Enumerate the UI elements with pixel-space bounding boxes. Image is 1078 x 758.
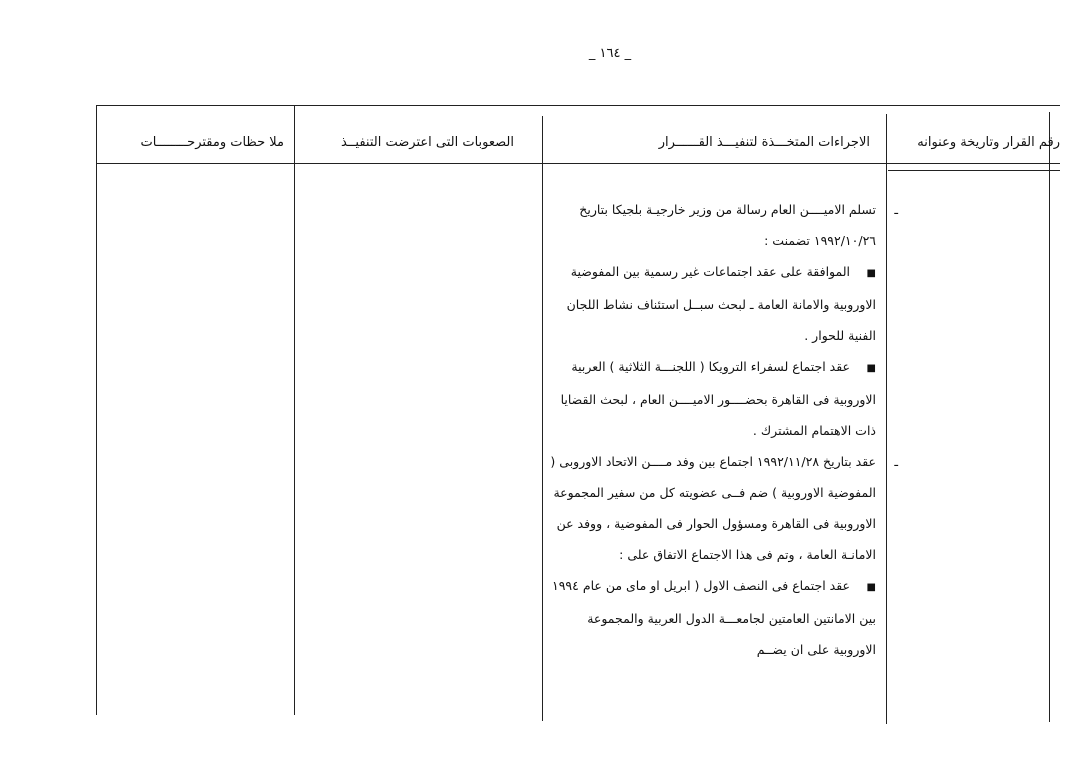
column-divider-1-2 [886,114,887,724]
actions-column-text [546,194,898,665]
header-remarks: ملا حظات ومقترحــــــــات [140,135,284,150]
dash-marker: ـ [894,454,898,469]
header-bottom-border-2 [888,170,1060,171]
bullet-1: ■ الموافقة على عقد اجتماعات غير رسمية بين المفوضية الاوروبية والامانة العامة ـ لبحث سبــل استئناف نشاط اللجان الفنية للحوار . [546,256,876,351]
bullet-2: ■ عقد اجتماع لسفراء الترويكا ( اللجنـــة الثلاثية ) العربية الاوروبية فى القاهرة بحضــــور الاميــــن العام ، لبحث القضايا ذات الاهتمام المشترك . [546,351,876,446]
dash-marker: ـ [894,202,898,217]
paragraph-1: ـ تسلم الاميــــن العام رسالة من وزير خارجيـة بلجيكا بتاريخ ١٩٩٢/١٠/٢٦ تضمنت : [546,194,876,256]
header-actions-taken: الاجراءات المتخـــذة لتنفيـــذ القــــــرار [658,135,870,150]
header-bottom-border [97,163,1060,164]
bullet-marker: ■ [866,268,876,279]
table-top-border [97,105,1060,106]
page-number: _ ١٦٤ _ [588,46,632,61]
column-divider-left [96,105,97,715]
header-decision-number: رقم القرار وتاريخة وعنوانه [917,135,1060,150]
column-divider-right [1049,112,1050,722]
bullet-marker: ■ [866,582,876,593]
bullet-marker: ■ [866,363,876,374]
column-divider-2-3 [542,116,543,721]
header-difficulties: الصعوبات التى اعترضت التنفيــذ [340,135,514,150]
bullet-3: ■ عقد اجتماع فى النصف الاول ( ابريل او ماى من عام ١٩٩٤ بين الامانتين العامتين لجامعـــة الدول العربية والمجموعة الاوروبية على ان يضــم [546,570,876,665]
paragraph-2: ـ عقد بتاريخ ١٩٩٢/١١/٢٨ اجتماع بين وفد مــــن الاتحاد الاوروبى ( المفوضية الاوروبية ) ضم فــى عضويته كل من سفير المجموعة الاوروبية فى القاهرة ومسؤول الحوار فى المفوضية ، ووفد عن الامانـة العامة ، وتم فى هذا الاجتماع الاتفاق على : [546,446,876,570]
column-divider-3-4 [294,105,295,715]
